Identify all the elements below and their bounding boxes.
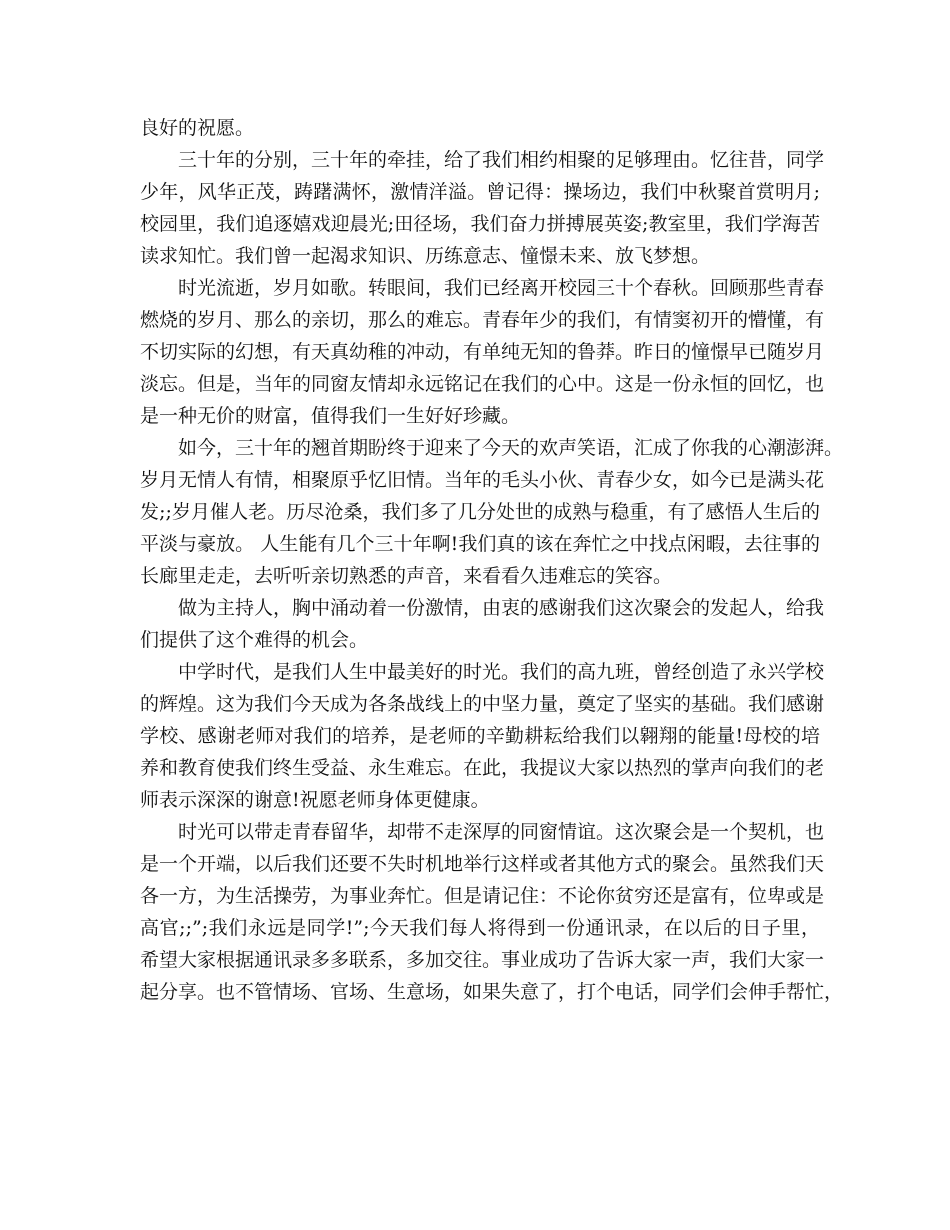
paragraph-line: 是一种无价的财富，值得我们一生好好珍藏。 <box>140 405 521 427</box>
paragraph-first-line: 时光流逝，岁月如歌。转眼间，我们已经离开校园三十个春秋。回顾那些青春 <box>178 277 825 299</box>
paragraph-line: 发;;岁月催人老。历尽沧桑，我们多了几分处世的成熟与稳重，有了感悟人生后的 <box>140 501 820 523</box>
paragraph-first-line: 做为主持人，胸中涌动着一份激情，由衷的感谢我们这次聚会的发起人，给我 <box>178 597 825 619</box>
paragraph-line: 师表示深深的谢意!祝愿老师身体更健康。 <box>140 789 490 811</box>
paragraph-first-line: 如今，三十年的翘首期盼终于迎来了今天的欢声笑语，汇成了你我的心潮澎湃。 <box>178 437 844 459</box>
paragraph-line: 高官;;”;我们永远是同学!”;今天我们每人将得到一份通讯录，在以后的日子里， <box>140 917 820 939</box>
paragraph-line: 学校、感谢老师对我们的培养，是老师的辛勤耕耘给我们以翱翔的能量!母校的培 <box>140 725 820 747</box>
paragraph-line: 起分享。也不管情场、官场、生意场，如果失意了，打个电话，同学们会伸手帮忙， <box>140 981 844 1003</box>
paragraph-line: 燃烧的岁月、那么的亲切，那么的难忘。青春年少的我们，有情窦初开的懵懂，有 <box>140 309 825 331</box>
paragraph-line: 少年，风华正茂，踌躇满怀，激情洋溢。曾记得：操场边，我们中秋聚首赏明月; <box>140 181 820 203</box>
paragraph-first-line: 三十年的分别，三十年的牵挂，给了我们相约相聚的足够理由。忆往昔，同学 <box>178 149 825 171</box>
paragraph-line: 长廊里走走，去听听亲切熟悉的声音，来看看久违难忘的笑容。 <box>140 565 673 587</box>
paragraph-line: 各一方，为生活操劳，为事业奔忙。但是请记住：不论你贫穷还是富有，位卑或是 <box>140 885 825 907</box>
paragraph-line: 们提供了这个难得的机会。 <box>140 629 369 651</box>
paragraph-line: 平淡与豪放。 人生能有几个三十年啊!我们真的该在奔忙之中找点闲暇，去往事的 <box>140 533 820 555</box>
paragraph-line: 希望大家根据通讯录多多联系，多加交往。事业成功了告诉大家一声，我们大家一 <box>140 949 825 971</box>
body-text <box>140 112 844 1008</box>
paragraph-line: 读求知忙。我们曾一起渴求知识、历练意志、憧憬未来、放飞梦想。 <box>140 245 711 267</box>
paragraph-first-line: 时光可以带走青春留华，却带不走深厚的同窗情谊。这次聚会是一个契机，也 <box>178 821 825 843</box>
paragraph-line: 淡忘。但是，当年的同窗友情却永远铭记在我们的心中。这是一份永恒的回忆，也 <box>140 373 825 395</box>
paragraph-line: 养和教育使我们终生受益、永生难忘。在此，我提议大家以热烈的掌声向我们的老 <box>140 757 825 779</box>
paragraph-line: 的辉煌。这为我们今天成为各条战线上的中坚力量，奠定了坚实的基础。我们感谢 <box>140 693 825 715</box>
paragraph-line: 校园里，我们追逐嬉戏迎晨光;田径场，我们奋力拼搏展英姿;教室里，我们学海苦 <box>140 213 820 235</box>
paragraph-line: 良好的祝愿。 <box>140 117 255 139</box>
paragraph-line: 不切实际的幻想，有天真幼稚的冲动，有单纯无知的鲁莽。昨日的憧憬早已随岁月 <box>140 341 825 363</box>
paragraph-first-line: 中学时代，是我们人生中最美好的时光。我们的高九班，曾经创造了永兴学校 <box>178 661 825 683</box>
paragraph-line: 是一个开端，以后我们还要不失时机地举行这样或者其他方式的聚会。虽然我们天 <box>140 853 825 875</box>
paragraph-line: 岁月无情人有情，相聚原乎忆旧情。当年的毛头小伙、青春少女，如今已是满头花 <box>140 469 825 491</box>
